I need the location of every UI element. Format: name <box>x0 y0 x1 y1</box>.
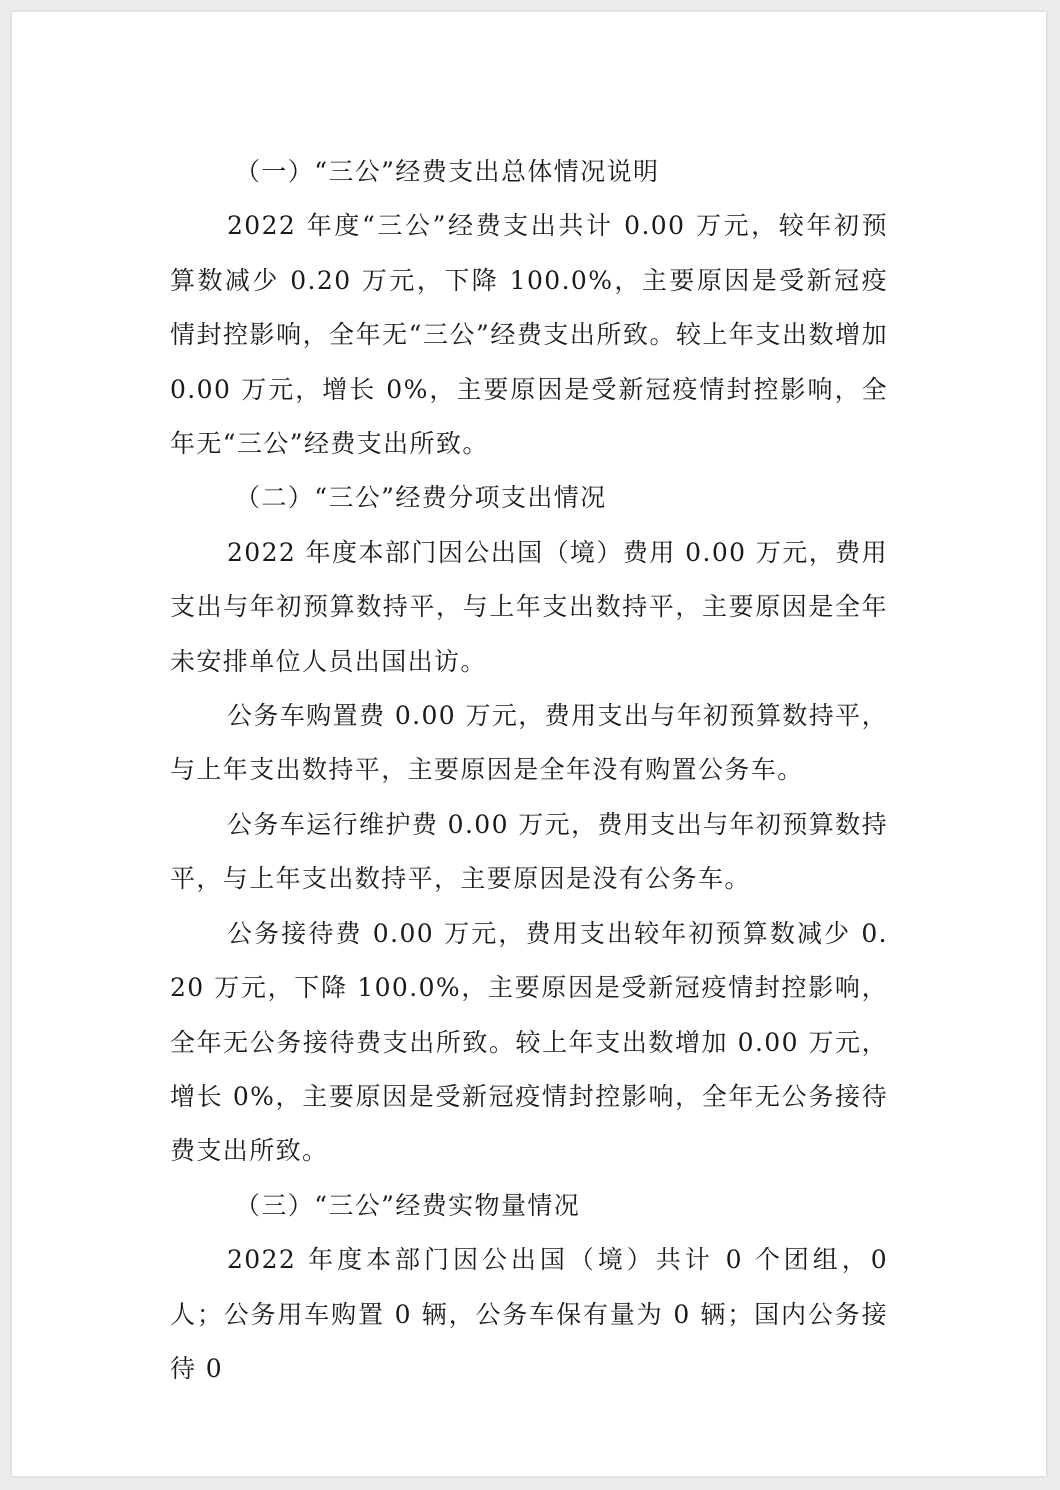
section-heading-itemized: （二）“三公”经费分项支出情况 <box>235 483 607 513</box>
paragraph-overseas-travel: 2022 年度本部门因公出国（境）费用 0.00 万元，费用支出与年初预算数持平，与上年支出数持平，主要原因是全年未安排单位人员出国出访。 <box>170 537 888 676</box>
section-heading-physical-quantity: （三）“三公”经费实物量情况 <box>235 1190 581 1220</box>
paragraph-reception: 公务接待费 0.00 万元，费用支出较年初预算数减少 0.20 万元，下降 100.0%，主要原因是受新冠疫情封控影响，全年无公务接待费支出所致。较上年支出数增加 0.00 万元，增长 0%，主要原因是受新冠疫情封控影响，全年无公务接待费支出所致。 <box>170 918 888 1166</box>
section-heading-overview: （一）“三公”经费支出总体情况说明 <box>235 157 660 186</box>
paragraph-overview: 2022 年度“三公”经费支出共计 0.00 万元，较年初预算数减少 0.20 万元，下降 100.0%，主要原因是受新冠疫情封控影响，全年无“三公”经费支出所致。较上年支出数增加 0.00 万元，增长 0%，主要原因是受新冠疫情封控影响，全年无“三公”经费支出所致。 <box>170 211 888 459</box>
document-body <box>170 145 888 1396</box>
paragraph-vehicle-purchase: 公务车购置费 0.00 万元，费用支出与年初预算数持平，与上年支出数持平，主要原因是全年没有购置公务车。 <box>170 701 888 785</box>
document-page <box>12 12 1046 1476</box>
paragraph-vehicle-operation: 公务车运行维护费 0.00 万元，费用支出与年初预算数持平，与上年支出数持平，主要原因是没有公务车。 <box>170 809 888 894</box>
paragraph-physical-quantity: 2022 年度本部门因公出国（境）共计 0 个团组，0 人；公务用车购置 0 辆，公务车保有量为 0 辆；国内公务接待 0 <box>170 1245 888 1383</box>
